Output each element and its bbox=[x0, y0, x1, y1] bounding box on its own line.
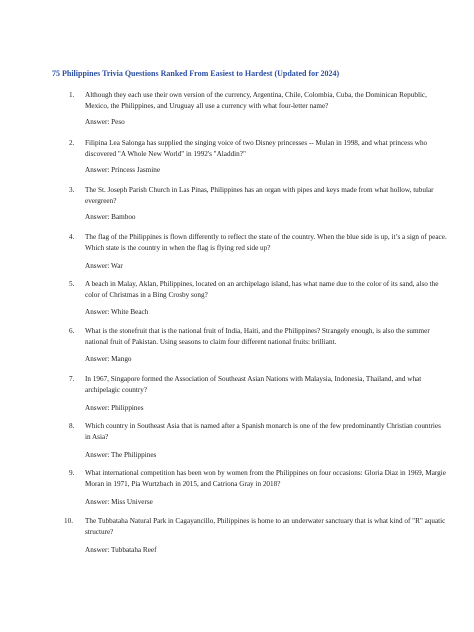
answer-text: Answer: Tubbataha Reef bbox=[85, 546, 157, 554]
question-text: The flag of the Philippines is flown differently to reflect the state of the country. When the blue side is up, it’s a sign of peace. Which state is the country in when the flag is flying red side up? bbox=[85, 233, 447, 252]
question-number: 7. bbox=[69, 375, 75, 383]
question-number: 2. bbox=[69, 139, 75, 147]
question-number: 10. bbox=[64, 517, 73, 525]
question-number: 1. bbox=[69, 91, 75, 99]
answer-text: Answer: White Beach bbox=[85, 308, 149, 316]
question-text: What is the stonefruit that is the national fruit of India, Haiti, and the Philippines? Strangely enough, is also the summer national fruit of Pakistan. Using seasons to claim four different national fruits: brilliant. bbox=[85, 327, 430, 346]
question-text: Although they each use their own version of the currency, Argentina, Chile, Colombia, Cuba, the Dominican Republic, Mexico, the Philippines, and Uruguay all use a currency with what four-letter name? bbox=[85, 91, 427, 110]
question-text: What international competition has been won by women from the Philippines on four occasions: Gloria Diaz in 1969, Margie Moran in 1971, Pia Wurtzbach in 2015, and Catriona Gray in 2018? bbox=[85, 469, 446, 488]
answer-text: Answer: Bamboo bbox=[85, 213, 136, 221]
question-number: 9. bbox=[69, 469, 75, 477]
question-number: 8. bbox=[69, 422, 75, 430]
answer-text: Answer: Princess Jasmine bbox=[85, 166, 161, 174]
question-text: The St. Joseph Parish Church in Las Pinas, Philippines has an organ with pipes and keys made from what hollow, tubular evergreen? bbox=[85, 186, 434, 205]
question-number: 3. bbox=[69, 186, 75, 194]
document-title: 75 Philippines Trivia Questions Ranked From Easiest to Hardest (Updated for 2024) bbox=[52, 69, 340, 78]
question-number: 6. bbox=[69, 327, 75, 335]
answer-text: Answer: Miss Universe bbox=[85, 498, 153, 506]
answer-text: Answer: The Philippines bbox=[85, 451, 157, 459]
question-text: Filipina Lea Salonga has supplied the singing voice of two Disney princesses -- Mulan in 1998, and what princess who discovered "A Whole New World" in 1992's "Aladdin?" bbox=[85, 139, 428, 158]
question-text: A beach in Malay, Aklan, Philippines, located on an archipelago island, has what name due to the color of its sand, also the color of Christmas in a Bing Crosby song? bbox=[85, 280, 439, 299]
answer-text: Answer: War bbox=[85, 262, 123, 270]
answer-text: Answer: Mango bbox=[85, 355, 132, 363]
answer-text: Answer: Peso bbox=[85, 118, 125, 126]
question-number: 5. bbox=[69, 280, 75, 288]
question-text: Which country in Southeast Asia that is named after a Spanish monarch is one of the few predominantly Christian countries in Asia? bbox=[85, 422, 441, 441]
question-text: In 1967, Singapore formed the Association of Southeast Asian Nations with Malaysia, Indonesia, Thailand, and what archipelagic country? bbox=[85, 375, 422, 394]
question-text: The Tubbataha Natural Park in Cagayancillo, Philippines is home to an underwater sanctuary that is what kind of "R" aquatic structure? bbox=[85, 517, 446, 536]
question-number: 4. bbox=[69, 233, 75, 241]
answer-text: Answer: Philippines bbox=[85, 404, 144, 412]
